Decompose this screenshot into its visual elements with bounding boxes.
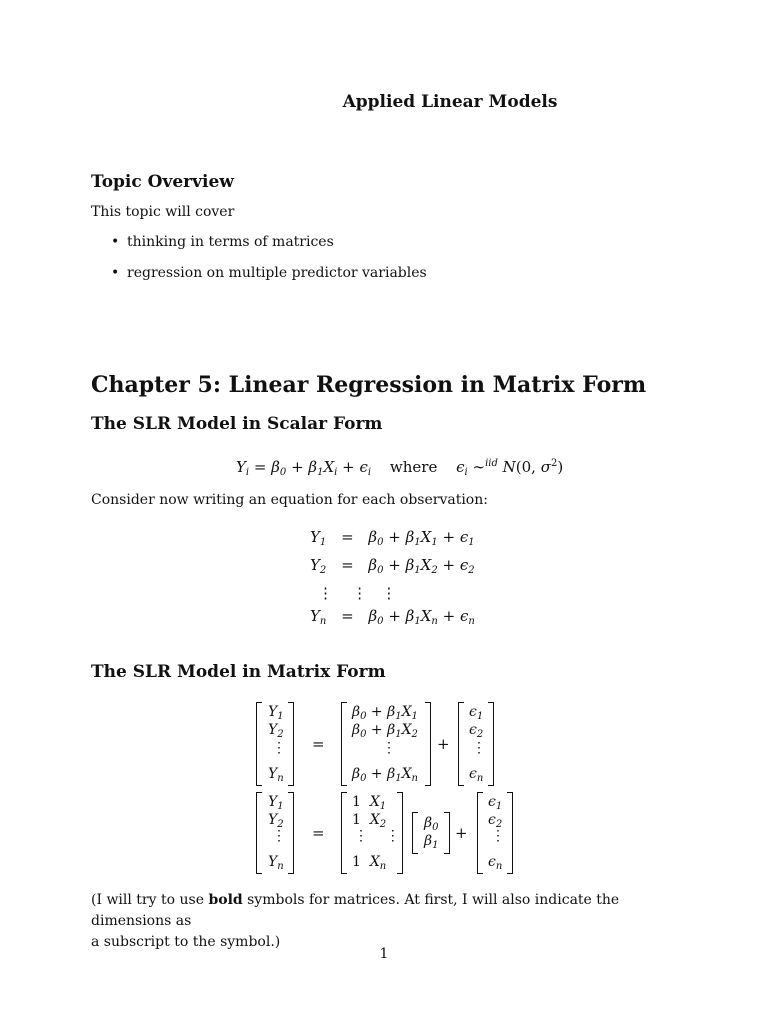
matrix-y: $Y_1$ $Y_2$ ⋮ $Y_n$ [256,792,294,874]
topic-intro: This topic will cover [91,204,235,220]
matrix-beta: $\beta_0$ $\beta_1$ [412,812,450,854]
consider-text: Consider now writing an equation for each observation: [91,492,488,508]
topic-bullet: • regression on multiple predictor variables [111,265,427,281]
note-paragraph [91,890,691,953]
topic-bullet-text: thinking in terms of matrices [127,234,334,250]
topic-bullet: • thinking in terms of matrices [111,234,334,250]
matrix-mean: $\beta_0 + \beta_1X_1$ $\beta_0 + \beta_1X_2$ ⋮ $\beta_0 + \beta_1X_n$ [341,702,431,786]
note-bold-word: bold [208,892,243,908]
topic-overview-heading: Topic Overview [91,172,234,192]
plus-sign: + [437,735,450,753]
topic-bullet-text: regression on multiple predictor variables [127,265,427,281]
note-text-start: (I will try to use [91,892,209,908]
matrix-design: 1 $X_1$ 1 $X_2$ ⋮ ⋮ 1 $X_n$ [341,792,403,874]
scalar-equation: $Y_i = \beta_0 + \beta_1X_i + \epsilon_i$ where $\epsilon_i$ ∼$^{iid}$ N(0, $\sigma^2$) [236,458,564,478]
equals-sign: = [312,824,325,842]
equals-sign: = [312,735,325,753]
matrix-y: $Y_1$ $Y_2$ ⋮ $Y_n$ [256,702,294,786]
note-text-line2: a subscript to the symbol.) [91,934,281,950]
document-title: Applied Linear Models [342,92,558,112]
observation-equations: $Y_1 = \beta_0 + \beta_1X_1 + \epsilon_1$ $Y_2 = \beta_0 + \beta_1X_2 + \epsilon_2$ ⋮ ⋮ ⋮ $Y_n = \beta_0 + \beta_1X_n + \epsilon_n$ [310,528,475,627]
chapter-heading: Chapter 5: Linear Regression in Matrix Form [91,372,647,398]
plus-sign: + [455,824,468,842]
matrix-form-heading: The SLR Model in Matrix Form [91,662,386,682]
matrix-epsilon: $\epsilon_1$ $\epsilon_2$ ⋮ $\epsilon_n$ [477,792,513,874]
scalar-form-heading: The SLR Model in Scalar Form [91,414,383,434]
note-text-end: symbols for matrices. At first, I will also indicate the dimensions as [91,892,620,929]
where-word: where [389,458,438,476]
matrix-epsilon: $\epsilon_1$ $\epsilon_2$ ⋮ $\epsilon_n$ [458,702,494,786]
page-number: 1 [379,946,389,962]
